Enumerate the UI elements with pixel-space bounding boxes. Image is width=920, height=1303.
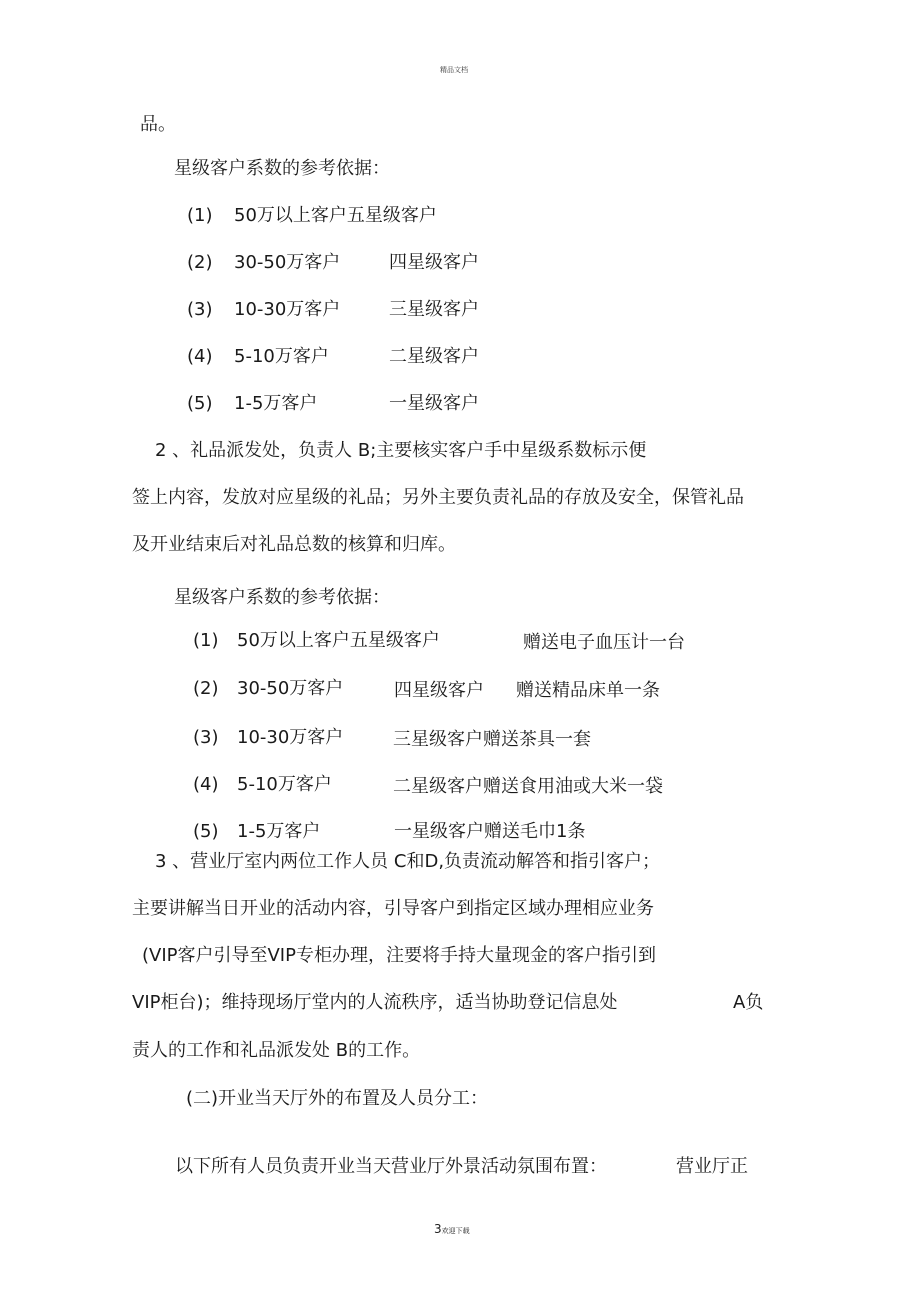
item3-line2: 主要讲解当日开业的活动内容，引导客户到指定区域办理相应业务 — [132, 898, 654, 919]
list2-star-gift: 一星级客户赠送毛巾1条 — [394, 821, 586, 842]
list2-star: 四星级客户 — [394, 680, 484, 701]
list2-gift: 赠送精品床单一条 — [516, 680, 660, 701]
item3-line4: VIP柜台)；维持现场厅堂内的人流秩序，适当协助登记信息处 — [132, 992, 618, 1013]
list2-star-gift: 三星级客户赠送茶具一套 — [393, 729, 591, 750]
list1-num: (2) — [187, 252, 213, 273]
list1-star: 四星级客户 — [389, 252, 479, 273]
page-footer — [434, 1222, 470, 1238]
page-number: 3 — [434, 1222, 442, 1236]
list1-range: 10-30万客户 — [234, 299, 341, 320]
list2-gift: 赠送电子血压计一台 — [523, 632, 685, 653]
footer-suffix: 欢迎下载 — [441, 1227, 470, 1235]
list2-num: (4) — [193, 774, 219, 795]
list1-range: 5-10万客户 — [234, 346, 329, 367]
list2-num: (5) — [193, 821, 219, 842]
list2-range: 30-50万客户 — [237, 678, 344, 699]
last-line: 以下所有人员负责开业当天营业厅外景活动氛围布置： — [175, 1156, 607, 1177]
list2-num: (2) — [193, 678, 219, 699]
list1-range: 30-50万客户 — [234, 252, 341, 273]
item3-line4-end: A负 — [733, 992, 764, 1013]
paragraph-continuation: 品。 — [140, 114, 176, 135]
item2-line3: 及开业结束后对礼品总数的核算和归库。 — [132, 534, 456, 555]
list1-star: 二星级客户 — [389, 346, 479, 367]
list1-star: 三星级客户 — [389, 299, 479, 320]
list1-star: 一星级客户 — [389, 393, 479, 414]
list2-num: (1) — [193, 630, 219, 651]
section-heading-2: (二)开业当天厅外的布置及人员分工： — [186, 1088, 489, 1109]
item3-line3: (VIP客户引导至VIP专柜办理，注要将手持大量现金的客户指引到 — [142, 945, 656, 966]
section2-title: 星级客户系数的参考依据： — [174, 587, 390, 608]
header-watermark: 精品文档 — [440, 66, 468, 74]
list2-range: 5-10万客户 — [237, 774, 332, 795]
list1-num: (3) — [187, 299, 213, 320]
list2-num: (3) — [193, 727, 219, 748]
list1-num: (5) — [187, 393, 213, 414]
item3-line5: 责人的工作和礼品派发处 B的工作。 — [132, 1040, 421, 1061]
item3-line1: 3 、营业厅室内两位工作人员 C和D,负责流动解答和指引客户； — [155, 851, 661, 872]
list1-range: 1-5万客户 — [234, 393, 318, 414]
list2-range: 50万以上客户五星级客户 — [237, 630, 440, 651]
item2-line2: 签上内容，发放对应星级的礼品；另外主要负责礼品的存放及安全，保管礼品 — [132, 487, 744, 508]
list1-num: (4) — [187, 346, 213, 367]
item2-line1: 2 、礼品派发处，负责人 B;主要核实客户手中星级系数标示便 — [155, 440, 647, 461]
list2-range: 10-30万客户 — [237, 727, 344, 748]
list2-star-gift: 二星级客户赠送食用油或大米一袋 — [393, 776, 663, 797]
last-line-end: 营业厅正 — [676, 1156, 748, 1177]
list2-range: 1-5万客户 — [237, 821, 321, 842]
list1-num: (1) — [187, 205, 213, 226]
list1-range: 50万以上客户五星级客户 — [234, 205, 437, 226]
section1-title: 星级客户系数的参考依据： — [174, 158, 390, 179]
